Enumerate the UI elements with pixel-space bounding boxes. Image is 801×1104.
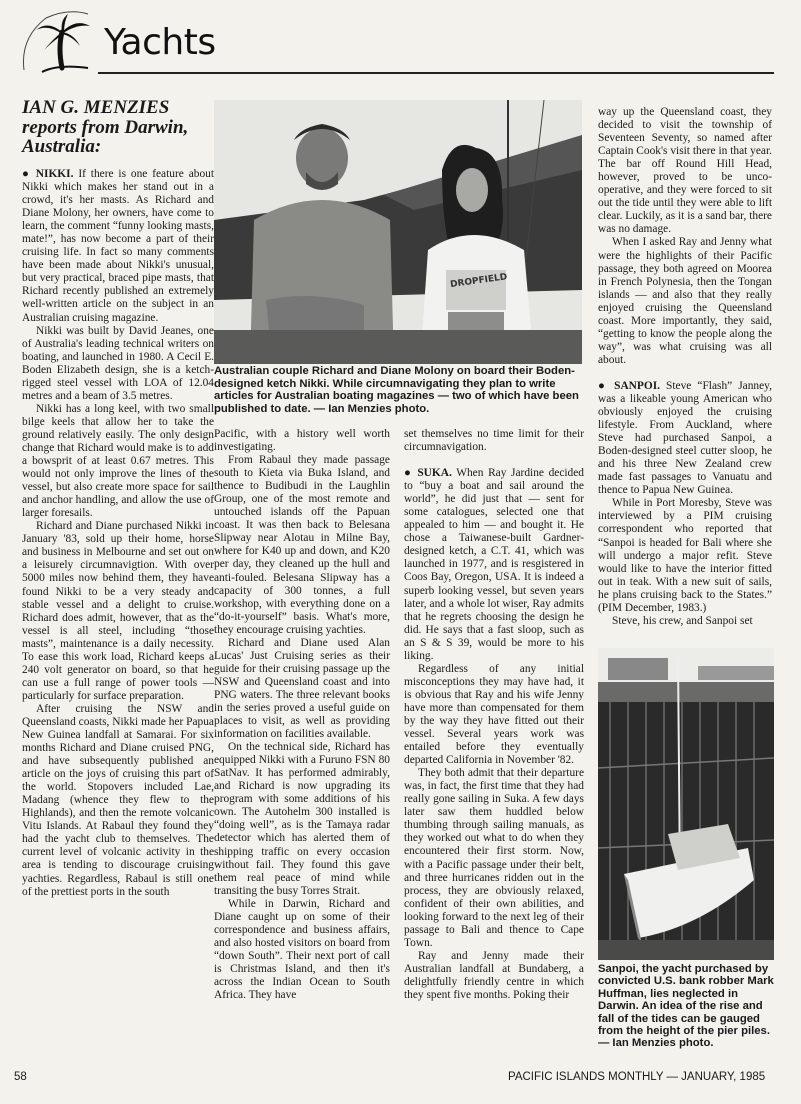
paragraph: While in Port Moresby, Steve was interviewed by a PIM cruising correspondent who reported that “Sanpoi is headed for Bali where she will undergo a major refit. Steve would like to have the interior fitted out in teak. With a new suit of sails, he plans cruising back to the States.” (PIM December, 1983.) (598, 497, 772, 614)
paragraph-nikki: ● NIKKI. If there is one feature about Nikki which makes her stand out in a crowd, it's her masts. As Richard and Diane Molony, her owners, have come to learn, the comment “funny looking masts, mate!”, has now become a part of their cruising life. In fact so many comments have been made about Nikki's unusual, but very practical, braced pipe masts, that Richard recently published an extremely well-written article on the subject in an Australian cruising magazine. (22, 168, 214, 324)
paragraph: When I asked Ray and Jenny what were the highlights of their Pacific passage, they both agreed on Moorea in French Polynesia, then the Tongan islands — and also that they really enjoyed cruising the Queensland coast. More importantly, they said, “getting to know the people along the way”, was what cruising was all about. (598, 236, 772, 366)
bullet-icon: ● (598, 379, 615, 392)
column-3 (404, 428, 584, 1058)
paragraph: Richard and Diane purchased Nikki in January '83, sold up their home, horse and business in Melbourne and set out on a leisurely circumnavigtion. With over 5000 miles now behind them, they have found Nikki to be a very steady and stable vessel and a delight to cruise. Richard does admit, however, that as the vessel is all steel, including “those masts”, maintenance is a daily necessity. To ease this work load, Richard keeps a 240 volt generator on board, so that he can use a full range of power tools — particularly for surface preparation. (22, 520, 214, 702)
paragraph: Ray and Jenny made their Australian landfall at Bundaberg, a delightfully friendly centre in which they spent five months. Poking their (404, 949, 584, 1001)
column-2 (214, 428, 390, 1058)
paragraph: way up the Queensland coast, they decided to visit the township of Seventeen Seventy, so named after Captain Cook's visit there in that year. The bar off Round Hill Head, however, proved to be unco-operative, and they were forced to sit out the tide until they were able to lift clear. Luckily, as it is a sand bar, there was no damage. (598, 106, 772, 236)
paragraph: Richard and Diane used Alan Lucas' Just Cruising series as their guide for their cruising passage up the NSW and Queensland coast and into PNG waters. The three relevant books in the series proved a useful guide on places to visit, as well as providing information on facilities available. (214, 636, 390, 741)
paragraph: Nikki was built by David Jeanes, one of Australia's leading technical writers on boating, and launched in 1980. A Cecil E. Boden Elizabeth design, she is a ketch-rigged steel vessel with LOA of 12.04 metres and a beam of 3.5 metres. (22, 324, 214, 402)
paragraph: They both admit that their departure was, in fact, the first time that they had really gone sailing in Suka. A few days later saw them huddled below thumbing through sailing manuals, as they worked out what to do when they encountered their first storm. Now, with a Pacific passage under their belt, and three hurricanes ridden out in the process, they are obviously relaxed, confident of their own abilities, and looking forward to the next leg of their passage to Bali and thence to Cape Town. (404, 767, 584, 949)
paragraph: Steve, his crew, and Sanpoi set (612, 614, 753, 627)
section-title: Yachts (104, 22, 216, 63)
bullet-icon: ● (404, 467, 418, 480)
page-number: 58 (14, 1071, 27, 1083)
header-rule (98, 72, 774, 74)
paragraph: set themselves no time limit for their circumnavigation. (404, 428, 584, 454)
paragraph: On the technical side, Richard has equipped Nikki with a Furuno FSN 80 SatNav. It has performed admirably, and Richard is now upgrading its program with some additions of his own. The Autohelm 300 installed is “doing well”, as is the Tamaya radar detector which has alerted them of shipping traffic on every occasion without fail. They found this gave them real peace of mind while transiting the busy Torres Strait. (214, 741, 390, 897)
photo-sanpoi-yacht (598, 648, 774, 960)
publication-footer: PACIFIC ISLANDS MONTHLY — JANUARY, 1985 (508, 1071, 766, 1083)
paragraph: Regardless of any initial misconceptions they may have had, it is obvious that Ray and his wife Jenny have more than compensated for them by the way they have fitted out their vessel. Several years work was entailed before they eventually departed California in November '82. (404, 662, 584, 767)
column-1 (22, 168, 214, 1058)
paragraph: While in Darwin, Richard and Diane caught up on some of their correspondence and business affairs, and also hosted visitors on board from “down South”. Their next port of call is Christmas Island, and then it's across the Indian Ocean to South Africa. They have (214, 897, 390, 1002)
paragraph: From Rabaul they made passage south to Kieta via Buka Island, and thence to Budibudi in the Laughlin Group, one of the most remote and untouched islands off the Papuan coast. It was then back to Belesana Slipway near Alotau in Milne Bay, where for K40 up and down, and K20 per day, they cleaned up the hull and anti-fouled. Belesana Slipway has a capacity of 300 tonnes, a full workshop, with everything done on a “do-it-yourself” basis. What's more, they encourage cruising yachties. (214, 454, 390, 636)
photo-caption-1: Australian couple Richard and Diane Molony on board their Boden-designed ketch Nikki. While circumnavigating they plan to write articles for Australian boating magazines — two of which have been published to date. — Ian Menzies photo. (214, 365, 579, 415)
bullet-icon: ● (22, 168, 36, 180)
paragraph-suka: ● SUKA. When Ray Jardine decided to “buy a boat and sail around the world”, he did just that — sent for some catalogues, selected one that appealed to him — and bought it. He chose a Taiwanese-built Gardner-designed ketch, a C.T. 41, which was launched in 1977, and is resgistered in Coos Bay, Oregon, USA. It is indeed a superb looking vessel, but seven years later, and a whole lot wiser, Ray admits that he regrets choosing the design he did. He says that a fast sloop, such as an S & S 39, would be more to his liking. (404, 467, 584, 662)
article-headline: IAN G. MENZIES reports from Darwin, Australia: (22, 97, 189, 157)
column-4 (598, 106, 772, 644)
shirt-logo-text: DROPFIELD (449, 272, 508, 291)
paragraph: Nikki has a long keel, with two small bilge keels that allow her to take the ground relatively easily. The only design change that Richard would make is to add a bowsprit of at least 0.67 metres. This would not only improve the lines of the vessel, but also create more space for sail and anchor handling, and allow the use of larger foresails. (22, 402, 214, 520)
paragraph: Pacific, with a history well worth investigating. (214, 428, 390, 454)
photo-molony-couple (214, 100, 582, 364)
paragraph-sanpoi: ● SANPOI. Steve “Flash” Janney, was a likeable young American who obviously enjoyed the cruising lifestyle. From Auckland, where Steve had purchased Sanpoi, a Boden-designed steel cutter sloop, he and his three New Zealand crew made fast passages to Vanuatu and thence to Papua New Guinea. (598, 379, 772, 497)
photo-caption-2: Sanpoi, the yacht purchased by convicted U.S. bank robber Mark Huffman, lies neglected in Darwin. An idea of the rise and fall of the tides can be gauged from the height of the pier piles. — Ian Menzies photo. (598, 963, 774, 1050)
paragraph: After cruising the NSW and Queensland coasts, Nikki made her Papua New Guinea landfall at Samarai. For six months Richard and Diane cruised PNG, and have subsequently published an article on the joys of cruising this part of the world. Stopovers included Lae, Madang (whence they flew to the Highlands), and then the remote volcanic Vitu Islands. At Rabaul they found they had the yacht club to themselves. The current level of volcanic activity in the area is tending to discourage cruising yachties. Regardless, Rabaul is still one of the prettiest ports in the south (22, 702, 214, 898)
